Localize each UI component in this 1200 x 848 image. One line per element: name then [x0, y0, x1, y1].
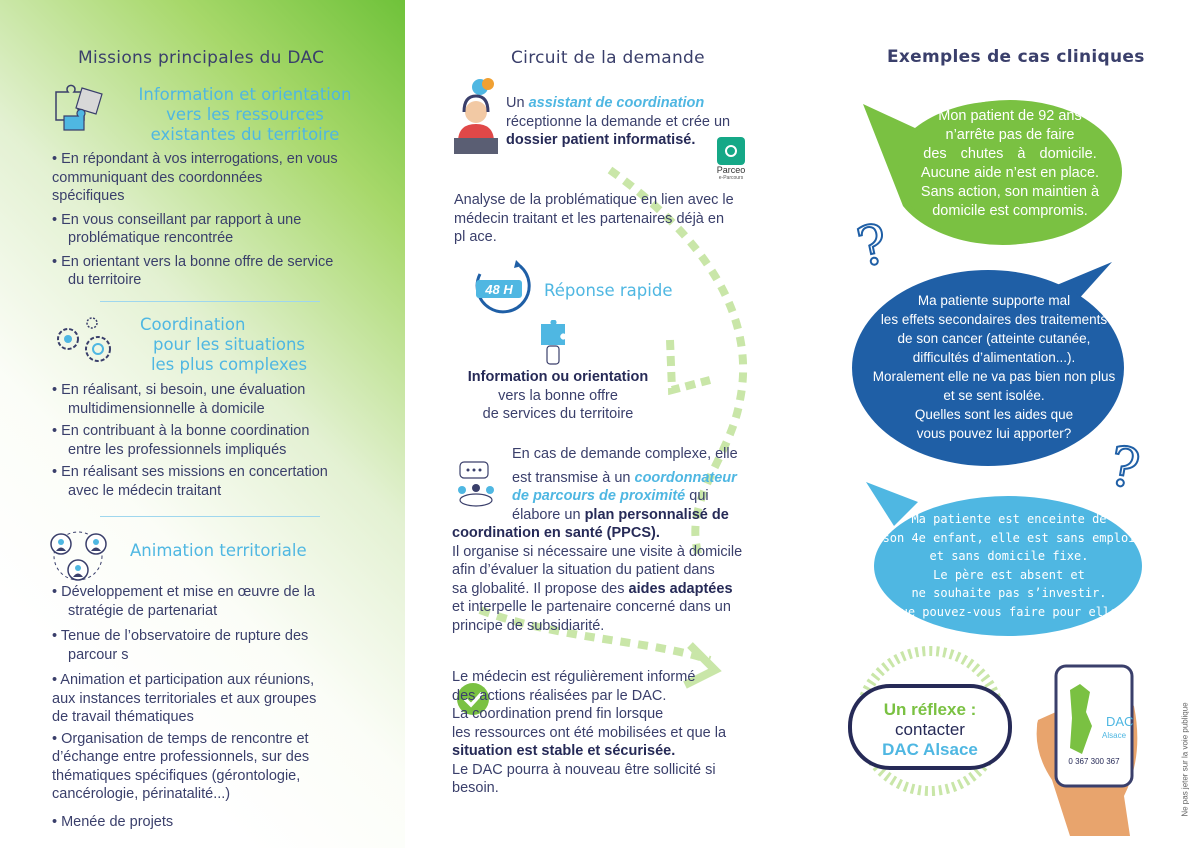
animation-bullets	[52, 583, 364, 831]
side-note: Ne pas jeter sur la voie publique	[1180, 702, 1190, 817]
missions-title: Missions principales du DAC	[78, 48, 325, 68]
bullet-line: • Animation et participation aux réunions,	[52, 672, 315, 688]
bullet-1-line-3: spécifiques	[52, 188, 125, 204]
bullet-line: thématiques spécifiques (gérontologie,	[52, 767, 301, 784]
heading-line: vers les ressources	[166, 105, 324, 124]
bullet-line: multidimensionnelle à domicile	[68, 400, 265, 417]
bullet-line: de travail thématiques	[52, 709, 194, 725]
closing-paragraph: Le médecin est régulièrement informé des actions réalisées par le DAC. La coordination prend fin lorsque les ressources ont été mobilisées et que la situation est stable et sécurisée. Le DAC pourra à nouveau être sollicité si besoin.	[452, 669, 727, 796]
bullet-2-line-1: • En vous conseillant par rapport à une	[52, 211, 302, 228]
heading-line: existantes du territoire	[150, 125, 340, 144]
case2-text: Ma patiente supporte mal les effets secondaires des traitements de son cancer (atteinte cutanée, difficultés d’alimentation...). Moralement elle ne va pas bien non plus et se sent isolée. Quelles sont les aides que vous pouvez lui apporter?	[872, 293, 1116, 441]
question-mark-icon: ?	[851, 211, 894, 280]
bullet-3-line-2: du territoire	[68, 272, 142, 288]
gears-icon	[52, 315, 118, 367]
bullet-line: • En réalisant ses missions en concertation	[52, 464, 328, 480]
puzzle-pieces-icon	[50, 84, 112, 140]
bullet-line: • Développement et mise en œuvre de la	[52, 584, 315, 600]
circuit-title: Circuit de la demande	[511, 48, 705, 68]
timer-48h-icon	[468, 256, 538, 322]
heading-line: Coordination	[140, 315, 246, 334]
animation-heading: Animation territoriale	[130, 541, 307, 560]
parceo-logo-mark	[717, 137, 745, 165]
heading-line: pour les situations	[152, 335, 306, 354]
bullet-line: avec le médecin traitant	[68, 482, 222, 499]
cta-text	[852, 700, 1008, 760]
cases-title: Exemples de cas cliniques	[887, 47, 1145, 67]
bullet-line: • Tenue de l’observatoire de rupture des	[52, 628, 309, 644]
bullet-2-line-2: problématique rencontrée	[68, 230, 234, 246]
cta-line: Un réflexe :	[883, 700, 977, 719]
hand-puzzle-icon	[537, 320, 571, 366]
bullet-line: cancérologie, périnatalité...)	[52, 786, 231, 802]
case1-text: Mon patient de 92 ans n’arrête pas de faire des chutes à domicile. Aucune aide n’est en place. Sans action, son maintien à domicile est compromis.	[920, 108, 1100, 219]
info-orientation-heading	[120, 85, 370, 145]
divider	[100, 516, 320, 517]
cta-line: DAC Alsace	[882, 740, 978, 759]
bullet-line: parcour s	[68, 646, 129, 663]
assistant-paragraph: Un assistant de coordination réceptionne la demande et crée un dossier patient informatisé.	[506, 95, 731, 148]
phone-hand-icon	[1030, 660, 1150, 836]
assistant-headset-icon	[452, 78, 500, 156]
fast-response-label: Réponse rapide	[544, 281, 673, 300]
info-orientation-result: Information ou orientation vers la bonne offre de services du territoire	[467, 369, 649, 422]
bullet-3-line-1: • En orientant vers la bonne offre de service	[52, 253, 334, 270]
coordination-heading	[140, 315, 318, 375]
parceo-tag: e-Parcours	[718, 175, 744, 181]
phone-number: 0 367 300 367	[1068, 757, 1120, 766]
bullet-line: aux instances territoriales et aux groupes	[52, 690, 317, 707]
question-mark-icon: ?	[1104, 433, 1145, 502]
people-network-icon	[44, 526, 112, 584]
complex-request-paragraph: En cas de demande complexe, elle est transmise à un coordonnateur de parcours de proximité qui élabore un plan personnalisé de coordination en santé (PPCS). Il organise si nécessaire une visite à domicile afin d’évaluer la situation du patient dans sa globalité. Il propose des aides adaptées et interpelle le partenaire concerné dans un principe de subsidiarité.	[452, 446, 743, 634]
analysis-paragraph: Analyse de la problématique en lien avec le médecin traitant et les partenaires déjà en pl ace.	[454, 192, 734, 245]
info-orientation-bullets	[52, 150, 360, 290]
heading-line: Information et orientation	[138, 85, 352, 104]
bullet-line: • Organisation de temps de rencontre et	[52, 730, 309, 747]
parceo-logo	[716, 137, 746, 183]
timer-label: 48 H	[485, 282, 513, 297]
bullet-1-line-2: communiquant des coordonnées	[52, 169, 263, 186]
case3-text: Ma patiente est enceinte de son 4e enfant, elle est sans emploi et sans domicile fixe. Le père est absent et ne souhaite pas s’investir. Que pouvez-vous faire pour elle?	[882, 512, 1136, 619]
bullet-line: entre les professionnels impliqués	[68, 441, 287, 458]
bullet-line: stratégie de partenariat	[68, 602, 218, 619]
divider	[100, 301, 320, 302]
bullet-line: • Menée de projets	[52, 813, 174, 830]
phone-brand: DAC	[1106, 714, 1134, 729]
phone-sub: Alsace	[1102, 731, 1127, 740]
bullet-line: • En réalisant, si besoin, une évaluation	[52, 382, 306, 398]
bullet-1-line-1: • En répondant à vos interrogations, en vous	[52, 151, 338, 167]
bullet-line: • En contribuant à la bonne coordination	[52, 423, 310, 439]
coordination-bullets	[52, 381, 362, 500]
parceo-name: Parceo	[716, 165, 746, 175]
bullet-line: d’échange entre professionnels, sur des	[52, 749, 310, 765]
heading-line: les plus complexes	[150, 355, 308, 374]
cta-line: contacter	[895, 720, 965, 739]
